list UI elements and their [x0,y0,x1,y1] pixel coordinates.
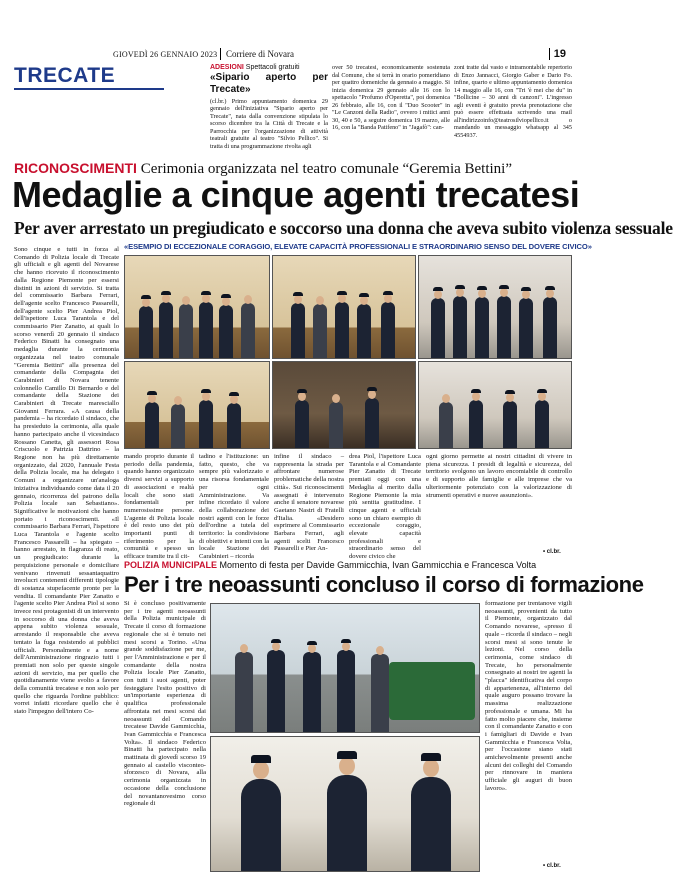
photo-caption-quote: «ESEMPIO DI ECCEZIONALE CORAGGIO, ELEVATE CAPACITÀ PROFESSIONALI E STRAORDINARIO SENSO DEL DOVERE CIVICO» [124,242,592,251]
page-header [8,48,572,62]
side-kicker [210,64,328,72]
second-text-col-2: formazione per trentanove vigili neoassunti, provenienti da tutto il Piemonte, organizzato dal Comando novarese, «presso il quale – ricorda il sindaco – negli scorsi mesi si sono tenute le lezioni. Nel corso della cerimonia, come sindaco di Trecate, ho personalmente consegnato ai nostri tre agenti la "placca" identificativa del corpo di appartenenza, all'interno del quale auguro possano trovare la massima realizzazione professionale e umana. Mi ha fatto molto piacere che, insieme con il comandante Zanatto e con i famigliari di Davide e Ivan Gammicchia e Francesca Volta, per l'occasione siano stati amichevolmente presenti anche alcuni dei colleghi del Comando per rinnovare in maniera ufficiale gli auguri di buon lavoro». [485,600,572,792]
newspaper-name: Corriere di Novara [226,49,294,59]
ceremony-photo-3 [418,255,572,359]
ceremony-photo-6 [418,361,572,449]
side-kicker-text: Spettacoli gratuiti [245,64,300,71]
side-article-col-1 [210,64,328,150]
header-divider [220,48,221,60]
main-text-col-4: infine il sindaco – rappresenta la strada per affrontare numerose problematiche della nostra città». Sui riconoscimenti assegnati è intervenuto anche il senatore novarese Gaetano Nastri di Fratelli d'Italia. «Desidero esprimere al Commissario Barbara Ferrari, agli agenti scelti Francesco Passarelli e Pier An- [274,453,344,553]
main-headline: Medaglie a cinque agenti trecatesi [12,174,580,215]
side-text-1: (cl.br.) Primo appuntamento domenica 29 gennaio dell'iniziativa "Sipario aperto per Trecate", nata dalla convenzione stipulata lo scorso dicembre tra la Città di Trecate e la Parrocchia per l'organizzazione di attività teatrali gratuite al teatro "Silvio Pellico". Si tratta di una programmazione rivolta agli [210,97,328,150]
main-subheadline: Per aver arrestato un pregiudicato e soccorso una donna che aveva subito violenza sessuale [14,218,673,238]
side-title: «Sipario aperto per Trecate» [210,71,328,95]
second-text-col-1: Si è concluso positivamente per i tre agenti neoassunti della Polizia municipale di Trecate il corso di formazione regionale che si è tenuto nei mesi scorsi a Torino. «Una grande soddisfazione per me, per l'Amministrazione e per il comandante della nostra Polizia locale Pier Zanatto, con tutti i suoi agenti, poter festeggiare l'esito positivo di un'importante esperienza di qualifica professionale affrontata nei mesi scorsi dai neoassunti del Comando trecatese Davide Gammicchia, Ivan Gammicchia e Francesca Volta». Il sindaco Federico Binatti ha partecipato nella mattinata di giovedì scorso 19 gennaio al castello visconteo-sforzesco di Novara, alla cerimonia organizzata in occasione della conclusione del novantanovesimo corso regionale di [124,600,206,808]
ceremony-photo-1 [124,255,270,359]
second-kicker [124,560,536,570]
second-kicker-text: Momento di festa per Davide Gammicchia, Ivan Gammicchia e Francesca Volta [219,560,537,570]
ceremony-photo-2 [272,255,416,359]
side-kicker-tag: ADESIONI [210,64,244,71]
main-text-col-5: drea Piol, l'ispettore Luca Tarantola e al Comandante Pier Zanatto di Trecate premiati oggi con una Medaglia al merito dalla Regione Piemonte la mia più sentita gratitudine. I cinque agenti e ufficiali sono un chiaro esempio di eccezionale coraggio, elevate capacità professionali e straordinario senso del dovere civico che [349,453,421,561]
ceremony-photo-5 [272,361,416,449]
section-label: TRECATE [14,64,116,87]
section-rule [14,88,164,90]
second-headline: Per i tre neoassunti concluso il corso di formazione [124,572,644,597]
side-article-col-2 [332,64,450,132]
side-article-col-3 [454,64,572,139]
main-text-col-1: Sono cinque e tutti in forza al Comando di Polizia locale di Trecate gli ufficiali e gli agenti del Novarese che hanno ricevuto il riconoscimento dalla Regione Piemonte per essersi distinti in azioni di servizio. Si tratta del commissario Barbara Ferrari, dell'agente scelto Francesco Passarelli, dell'agente scelto Pier Andrea Piol, dell'ispettore Luca Tarantola e del commissario Pier Zanatto, ai quali lo scorso venerdì 20 gennaio il sindaco Federico Binatti ha consegnato una medaglia durante la cerimonia organizzata nel teatro comunale "Geremia Bettini" alla presenza del comandante della Compagnia dei Carabinieri di Novara tenente colonnello Camillo Di Bernardo e del comandante della Stazione dei Carabinieri di Trecate maresciallo Giovanni Ferrara. «A causa della pandemia – ha ricordato il sindaco, che ha presieduto la cerimonia, alla quale hanno partecipato anche il vicesindaco Rossano Canetta, gli assessori Rosa Criscuolo e Patrizia Dattrino – la Regione non ha più direttamente organizzato, dal 2020, l'annuale Festa della Polizia locale, ma ha delegato i Comuni a organizzare un'analoga iniziativa individuando come data il 20 gennaio, ricorrenza del patrono della Polizia locale san Sebastiano». Significative le motivazioni che hanno portato i riconoscimenti. «Il commissario Barbara Ferrari, l'ispettore Luca Tarantola e l'agente scelto Francesco Passarelli – ha spiegato – hanno arrestato, in flagranza di reato, un pregiudicato: durante la perquisizione personale e domiciliare venivano rinvenuti sessantaquattro involucri contenenti differenti tipologie di sostanza stupefacente pronte per la vendita. Il comandante Pier Zanatto e l'agente scelto Pier Andrea Piol si sono invece resi protagonisti di un intervento in soccorso di una donna che aveva appena subito violenza sessuale, arrestando il responsabile che aveva tentato la fuga resistendo ai pubblici ufficiali. Personalmente e a nome dell'Amministrazione ringrazio tutti i premiati non solo per queste singole azioni di servizio, ma per quello che quotidianamente viene svolto a favore della comunità trecatese e non solo per quello che riguarda l'ordine pubblico: vorrei infatti ricordare quello che è stato l'impegno dell'intero Co- [14,246,119,716]
ceremony-photo-4 [124,361,270,449]
issue-date: GIOVEDÌ 26 GENNAIO 2023 [113,50,218,59]
trainees-photo-outdoor [210,603,480,733]
main-kicker-tag: RICONOSCIMENTI [14,160,137,176]
main-kicker-text: Cerimonia organizzata nel teatro comunale “Geremia Bettini” [140,161,513,177]
header-divider-page [549,48,550,60]
side-text-2: over 50 trecatesi, economicamente sostenuta dal Comune, che si terrà in orario pomeridiano per quattro domeniche da gennaio a maggio. Si inizia domenica 29 gennaio alle 16 con lo spettacolo "Profumo d'Operetta", poi domenica 26 febbraio, alle 16, con il "Duo Scooter" in "Le Canzoni della Radio", ovvero i mitici anni 30, 40 e 50, a seguire domenica 19 marzo, alle 16, con la "Banda Patifeno" in "Jagafò": can- [332,64,450,131]
main-text-col-2: mando proprio durante il periodo della pandemia, quando hanno organizzato diversi servizi a supporto di associazioni e realtà locali che sono stati fondamentali per numerosissime persone. L'agente di Polizia locale è del resto uno dei più importanti punti di riferimento per la comunità e spesso un efficace tramite tra il cit- [124,453,194,561]
main-text-col-3: tadino e l'istituzione: un fatto, questo, che va sempre più valorizzato e una risorsa fondamentale per ogni Amministrazione. Va infine ricordato il valore della collaborazione dei nostri agenti con le forze dell'ordine a tutela del territorio: la condivisione di obiettivi e intenti con la locale Stazione dei Carabinieri – ricorda [199,453,269,561]
side-text-3: zoni tratte dal vasto e intramontabile repertorio di Enzo Jannacci, Giorgio Gaber e Dario Fo. infine, quarto e ultimo appuntamento domenica 14 maggio alle 16, con "Tri 'è mei che du" in "Bollicine – 30 anni di canzoni". L'ingresso agli eventi è gratuito previa prenotazione che può essere effettuata scrivendo una mail all'indirizzoinfo@teatrosilviopellico.it o mandando un messaggio whatsapp al 345 4554937. [454,64,572,139]
trainees-photo-portrait [210,736,480,872]
main-article-signature: • cl.br. [543,549,561,555]
second-article-signature: • cl.br. [543,863,561,869]
page-number: 19 [553,48,566,60]
main-text-col-6: ogni giorno permette ai nostri cittadini di vivere in piena sicurezza. I presidi di legalità e sicurezza, del territorio svolgono un lavoro encomiabile di controllo e di supporto alle famiglie e alle imprese che va ulteriormente potenziato con la valorizzazione di strumenti operativi e nuove assunzioni». [426,453,572,499]
second-kicker-tag: POLIZIA MUNICIPALE [124,560,217,570]
side-article [210,64,572,154]
